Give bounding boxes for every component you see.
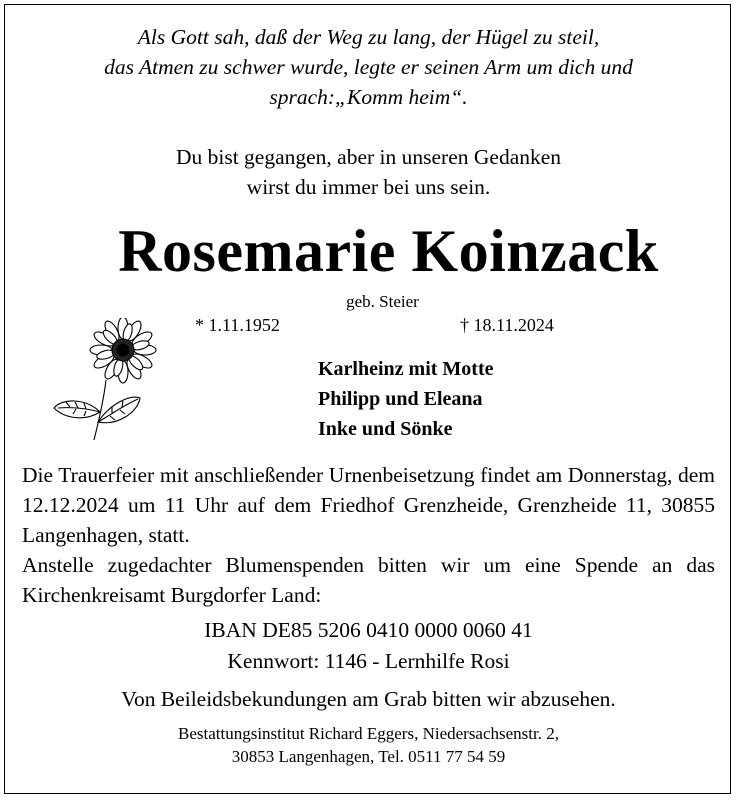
thought-line: wirst du immer bei uns sein. (246, 175, 491, 199)
undertaker-line: Bestattungsinstitut Richard Eggers, Niedersachsenstr. 2, (177, 724, 559, 743)
donation-keyword: Kennwort: 1146 - Lernhilfe Rosi (227, 649, 510, 673)
poem-line: sprach:„Komm heim“. (269, 85, 468, 109)
poem-line: das Atmen zu schwer wurde, legte er seinen Arm um dich und (104, 55, 633, 79)
service-details (22, 460, 715, 610)
thought-line: Du bist gegangen, aber in unseren Gedanken (175, 145, 562, 169)
iban: IBAN DE85 5206 0410 0000 0060 41 (204, 618, 533, 642)
sunflower-icon (48, 318, 168, 444)
undertaker-info (0, 722, 737, 768)
poem (0, 22, 737, 112)
condolence-request: Von Beileidsbekundungen am Grab bitten wir abzusehen. (121, 687, 616, 711)
family-list (318, 354, 494, 444)
family-member: Philipp und Eleana (318, 388, 483, 410)
poem-line: Als Gott sah, daß der Weg zu lang, der Hügel zu steil, (137, 25, 600, 49)
donation-paragraph: Anstelle zugedachter Blumenspenden bitten wir um eine Spende an das Kirchenkreisamt Burgdorfer Land: (22, 553, 715, 607)
death-date: † 18.11.2024 (460, 315, 554, 335)
family-member: Karlheinz mit Motte (318, 358, 494, 380)
family-member: Inke und Sönke (318, 418, 453, 440)
birth-date: * 1.11.1952 (195, 315, 280, 335)
thought-verse (0, 142, 737, 202)
service-paragraph: Die Trauerfeier mit anschließender Urnenbeisetzung findet am Donnerstag, dem 12.12.2024 um 11 Uhr auf dem Friedhof Grenzheide, Grenzheide 11, 30855 Langenhagen, statt. (22, 463, 715, 547)
birth-name: geb. Steier (346, 292, 419, 311)
undertaker-line: 30853 Langenhagen, Tel. 0511 77 54 59 (231, 747, 506, 766)
deceased-name: Rosemarie Koinzack (118, 218, 659, 284)
